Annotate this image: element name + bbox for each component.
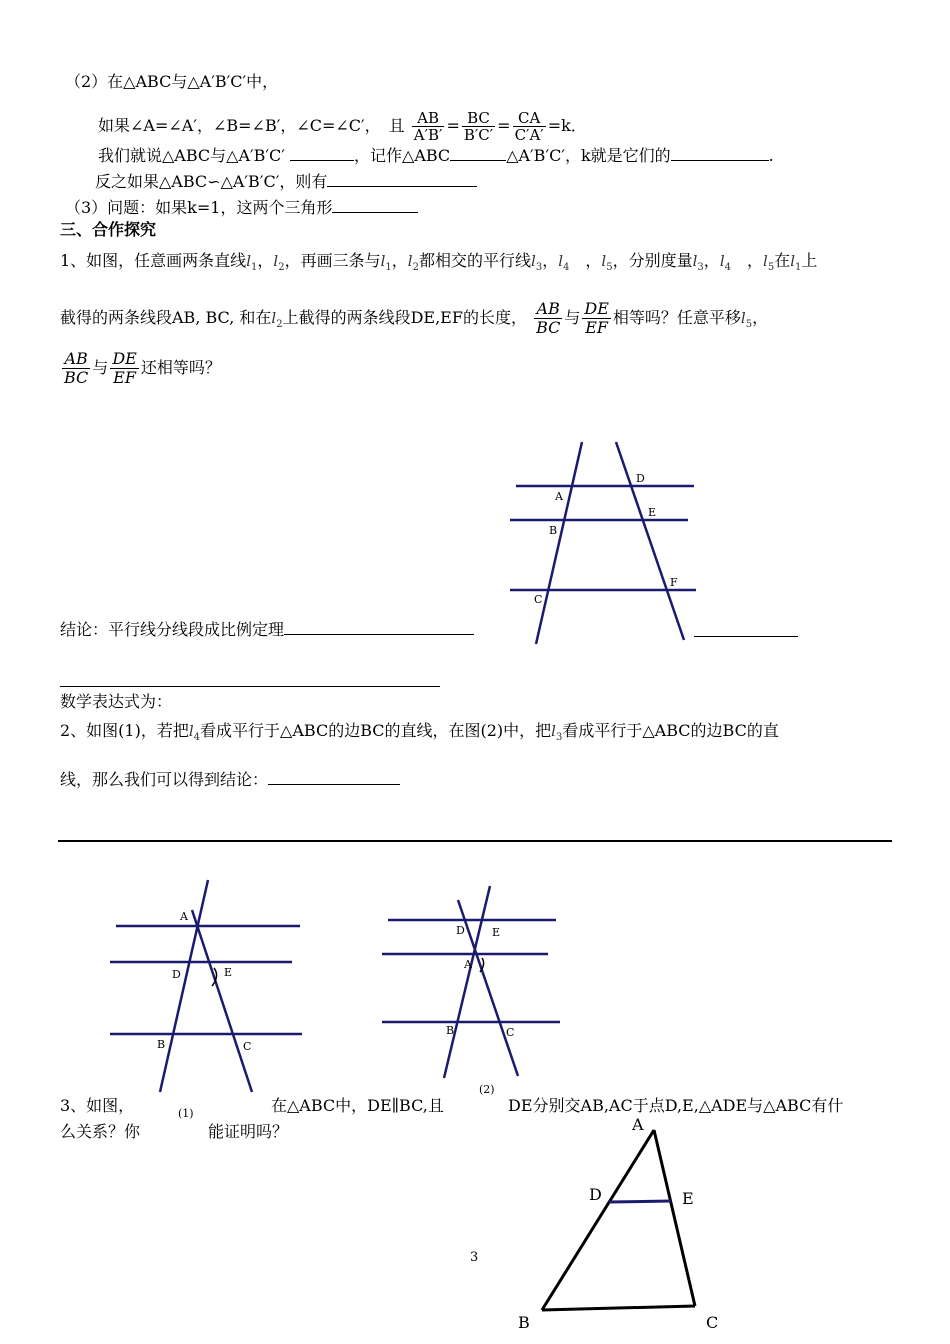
line-symbol: $l_4$	[188, 722, 201, 743]
text-segment: （3）问题：如果k=1，这两个三角形	[65, 198, 333, 217]
conclusion-line	[60, 620, 474, 640]
fraction: $\frac{CA}{C'A'}$	[514, 109, 544, 144]
answer-blank[interactable]	[290, 146, 354, 161]
text-line	[95, 172, 477, 192]
text-segment: 结论：平行线分线段成比例定理	[60, 620, 285, 639]
text-segment: 与	[92, 358, 109, 377]
text-segment: .	[768, 146, 774, 165]
triangle-side-ab	[542, 1130, 654, 1310]
point-label-f: F	[670, 576, 678, 589]
answer-blank[interactable]	[60, 686, 440, 687]
line-symbol: $l_3$	[531, 252, 543, 273]
text-segment: 与	[564, 308, 581, 327]
question-3-line2-b: 能证明吗？	[208, 1122, 289, 1141]
fig2-arc-mark	[480, 958, 484, 972]
fig1-label-b: B	[157, 1038, 166, 1051]
page-number: 3	[470, 1250, 479, 1265]
answer-blank[interactable]	[332, 198, 418, 213]
math-expression-label: 数学表达式为：	[60, 692, 173, 711]
point-label-b: B	[549, 524, 558, 537]
fig2-label-b: B	[446, 1024, 455, 1037]
line-symbol: $l_5$	[763, 252, 775, 273]
line-symbol: $l_2$	[271, 309, 283, 330]
fig1-arc-mark	[212, 968, 217, 986]
line-symbol: $l_5$	[601, 252, 613, 273]
text-segment: 反之如果△ABC∽△A′B′C′，则有	[95, 172, 328, 191]
line-symbol: $l_2$	[407, 252, 419, 273]
text-segment: 线，那么我们可以得到结论：	[60, 770, 269, 789]
text-segment: 看成平行于△ABC的边BC的直	[562, 721, 779, 740]
section-heading: 三、合作探究	[60, 220, 157, 239]
equals: =	[497, 116, 511, 135]
question-1-line3	[60, 346, 221, 390]
point-label-e: E	[648, 506, 657, 519]
equals: =	[446, 116, 460, 135]
text-segment: 上截得的两条线段DE,EF的长度，	[282, 308, 527, 327]
text-line	[65, 198, 418, 218]
text-segment: ，记作△ABC	[354, 146, 451, 165]
horizontal-divider	[58, 840, 892, 842]
text-line	[98, 146, 774, 166]
question-2-line2	[60, 770, 400, 790]
line-symbol: $l_4$	[558, 252, 570, 273]
text-segment: 上	[801, 251, 818, 270]
segment-de	[609, 1201, 671, 1202]
fig1-transversal-left	[160, 880, 208, 1092]
question-3-line2-a: 么关系？你	[60, 1122, 141, 1141]
fraction-de-ef: $\frac{DE}{EF}$	[112, 349, 137, 387]
text-segment: ，分别度量	[612, 251, 693, 270]
line-symbol: $l_4$	[719, 252, 731, 273]
answer-blank[interactable]	[284, 620, 474, 635]
fraction-de-ef: $\frac{DE}{EF}$	[584, 299, 609, 337]
transversal-l1	[536, 442, 582, 644]
fraction-ab-bc: $\frac{AB}{BC}$	[64, 349, 89, 387]
fraction-ab-bc: $\frac{AB}{BC}$	[536, 299, 561, 337]
question-3-part-c: DE分别交AB,AC于点D,E,△ADE与△ABC有什	[508, 1096, 844, 1115]
text-segment: ，再画三条与	[284, 251, 381, 270]
fraction: $\frac{BC}{B'C'}$	[463, 109, 494, 144]
question-1-line2: 截得的两条线段AB, BC, 和在$l_2$上截得的两条线段DE,EF的长度， $\frac{AB}{BC}$ 与 $\frac{DE}{EF}$ 相等吗？任意平移$l_5$，	[60, 299, 769, 337]
answer-blank[interactable]	[694, 622, 798, 637]
point-label-c: C	[534, 593, 543, 606]
text-segment: 2、如图(1)，若把	[60, 721, 189, 740]
line-symbol: $l_3$	[551, 722, 563, 743]
tri-label-a: A	[632, 1115, 644, 1134]
text-line	[98, 106, 587, 146]
figure-1-caption: (1)	[178, 1107, 194, 1120]
transversal-l2	[616, 442, 684, 640]
fig1-label-e: E	[224, 966, 233, 979]
line-symbol: $l_1$	[246, 252, 258, 273]
text-segment: 如果∠A=∠A′，∠B=∠B′，∠C=∠C′， 且	[98, 116, 405, 135]
triangle-side-ac	[654, 1130, 695, 1306]
fig1-transversal-right	[192, 910, 252, 1092]
answer-blank[interactable]	[450, 146, 506, 161]
answer-blank[interactable]	[671, 146, 769, 161]
text-segment: 相等吗？任意平移	[612, 308, 741, 327]
answer-blank[interactable]	[268, 770, 400, 785]
line-symbol: $l_1$	[790, 252, 802, 273]
fig1-label-c: C	[243, 1040, 252, 1053]
fig2-label-a: A	[464, 958, 472, 971]
text-segment: 1、如图，任意画两条直线	[60, 251, 247, 270]
fig2-transversal-left	[458, 900, 518, 1076]
tri-label-d: D	[589, 1185, 602, 1204]
text-segment: 截得的两条线段AB, BC, 和在	[60, 308, 272, 327]
fig2-label-d: D	[456, 924, 465, 937]
line-symbol: $l_1$	[380, 252, 392, 273]
fig1-label-a: A	[180, 910, 188, 923]
text-segment: 还相等吗？	[140, 358, 221, 377]
figure-2-caption: (2)	[479, 1083, 495, 1096]
question-3-part-a: 3、如图，	[60, 1096, 135, 1115]
tri-label-e: E	[682, 1189, 694, 1208]
text-segment: 我们就说△ABC与△A′B′C′	[98, 146, 285, 165]
question-1-line1: 1、如图，任意画两条直线$l_1$，$l_2$，再画三条与$l_1$，$l_2$都相交的平行线$l_3$，$l_4$ ，$l_5$，分别度量$l_3$，$l_4$ ，$l_5$在$l_1$上	[60, 251, 818, 273]
line-symbol: $l_2$	[273, 252, 285, 273]
point-label-d: D	[636, 472, 645, 485]
fig1-label-d: D	[172, 968, 181, 981]
question-2-line1	[60, 718, 779, 751]
text-segment: 看成平行于△ABC的边BC的直线，在图(2)中，把	[200, 721, 552, 740]
triangle-side-bc	[542, 1306, 695, 1310]
point-label-a: A	[555, 490, 563, 503]
answer-blank[interactable]	[327, 172, 477, 187]
tri-label-b: B	[518, 1313, 530, 1332]
fig2-transversal-right	[444, 886, 490, 1078]
text-segment: △A′B′C′，k就是它们的	[506, 146, 671, 165]
text-segment: 都相交的平行线	[418, 251, 531, 270]
line-symbol: $l_3$	[692, 252, 704, 273]
fig2-label-e: E	[492, 926, 501, 939]
fraction: $\frac{AB}{A'B'}$	[413, 109, 443, 144]
text-line: （2）在△ABC与△A′B′C′中，	[65, 72, 279, 91]
tri-label-c: C	[706, 1313, 719, 1332]
question-3-part-b: 在△ABC中，DE∥BC,且	[271, 1096, 444, 1115]
text-segment: 在	[774, 251, 791, 270]
text-segment: =k．	[547, 116, 587, 135]
line-symbol: $l_5$	[740, 309, 753, 330]
fig2-label-c: C	[506, 1026, 515, 1039]
